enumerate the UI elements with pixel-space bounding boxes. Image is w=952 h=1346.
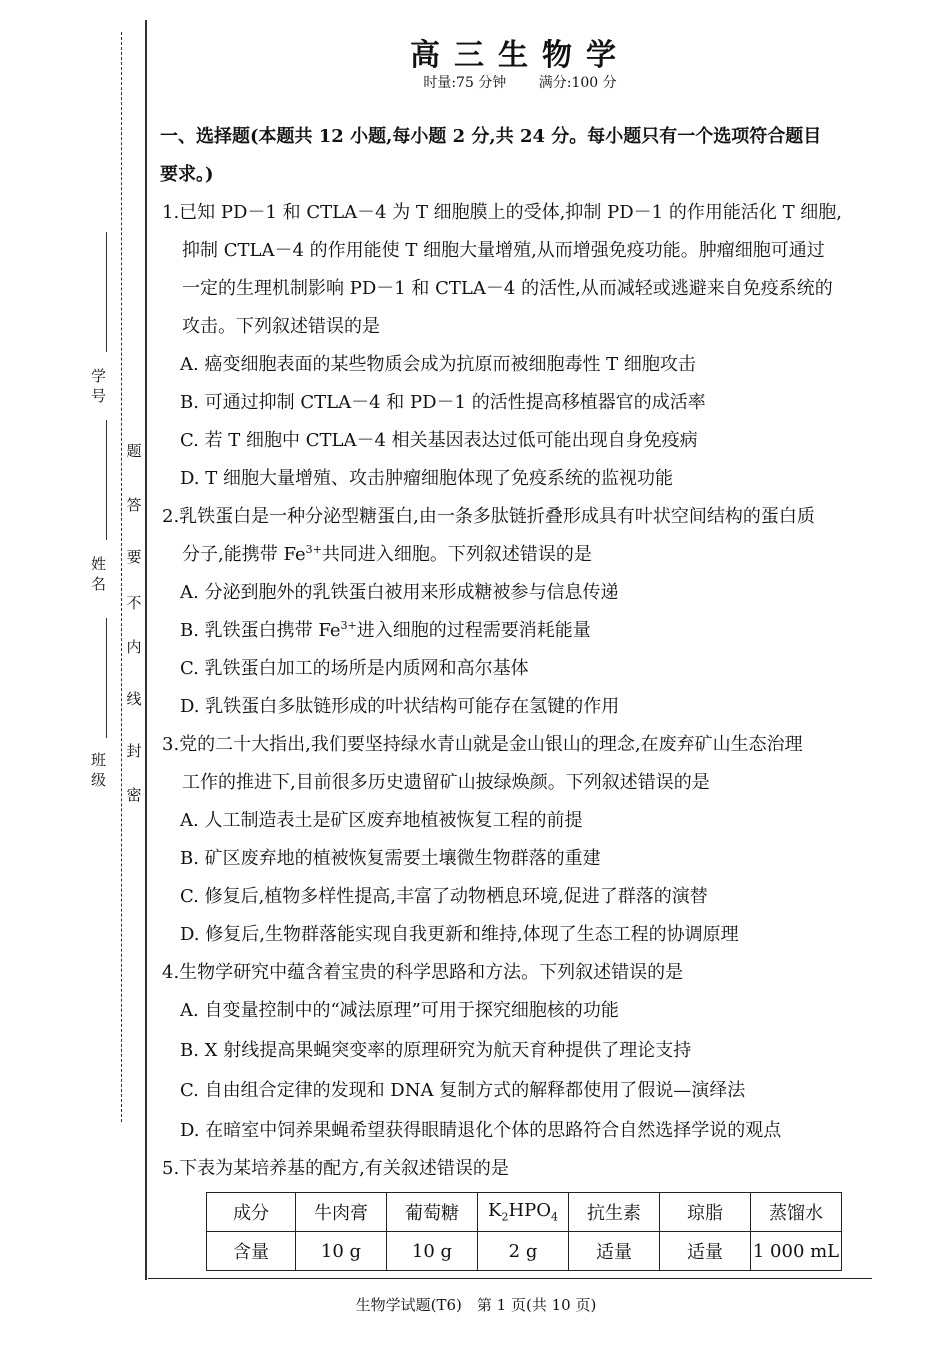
question-2-stem: 2.乳铁蛋白是一种分泌型糖蛋白,由一条多肽链折叠形成具有叶状空间结构的蛋白质 bbox=[162, 506, 815, 527]
question-3-stem: 3.党的二十大指出,我们要坚持绿水青山就是金山银山的理念,在废弃矿山生态治理 bbox=[162, 734, 803, 755]
table-cell: 成分 bbox=[207, 1193, 296, 1232]
student-id-field[interactable] bbox=[106, 232, 107, 352]
seal-char: 要 bbox=[126, 548, 142, 566]
question-2-option-d: D. 乳铁蛋白多肽链形成的叶状结构可能存在氢键的作用 bbox=[180, 696, 620, 717]
full-score: 满分:100 分 bbox=[538, 75, 617, 91]
question-4-stem: 4.生物学研究中蕴含着宝贵的科学思路和方法。下列叙述错误的是 bbox=[162, 962, 684, 983]
question-2-option-c: C. 乳铁蛋白加工的场所是内质网和高尔基体 bbox=[180, 658, 529, 679]
question-4-option-d: D. 在暗室中饲养果蝇希望获得眼睛退化个体的思路符合自然选择学说的观点 bbox=[180, 1120, 782, 1141]
section-heading: 一、选择题(本题共 12 小题,每小题 2 分,共 24 分。每小题只有一个选项符合题目 bbox=[160, 126, 822, 147]
question-1-option-c: C. 若 T 细胞中 CTLA－4 相关基因表达过低可能出现自身免疫病 bbox=[180, 430, 698, 451]
seal-char: 题 bbox=[126, 442, 142, 460]
question-5-stem: 5.下表为某培养基的配方,有关叙述错误的是 bbox=[162, 1158, 509, 1179]
table-cell: 琼脂 bbox=[660, 1193, 751, 1232]
table-cell: 牛肉膏 bbox=[296, 1193, 387, 1232]
question-3-stem: 工作的推进下,目前很多历史遗留矿山披绿焕颜。下列叙述错误的是 bbox=[182, 772, 710, 793]
question-2-stem: 分子,能携带 $Fe^{3+}$共同进入细胞。下列叙述错误的是 bbox=[182, 543, 592, 565]
class-field[interactable] bbox=[106, 618, 107, 738]
table-cell: 抗生素 bbox=[569, 1193, 660, 1232]
question-3-option-a: A. 人工制造表土是矿区废弃地植被恢复工程的前提 bbox=[180, 810, 583, 831]
table-cell: 蒸馏水 bbox=[751, 1193, 842, 1232]
binding-margin bbox=[0, 0, 150, 1346]
name-field[interactable] bbox=[106, 420, 107, 540]
page-title: 高三生物学 bbox=[410, 38, 630, 73]
table-cell: 1 000 mL bbox=[751, 1232, 842, 1271]
question-4-option-b: B. X 射线提高果蝇突变率的原理研究为航天育种提供了理论支持 bbox=[180, 1040, 692, 1061]
question-1-option-d: D. T 细胞大量增殖、攻击肿瘤细胞体现了免疫系统的监视功能 bbox=[180, 468, 673, 489]
question-2-option-b: B. 乳铁蛋白携带 $Fe^{3+}$进入细胞的过程需要消耗能量 bbox=[180, 619, 591, 641]
name-label: 姓 名 bbox=[89, 556, 107, 591]
question-1-stem: 抑制 CTLA－4 的作用能使 T 细胞大量增殖,从而增强免疫功能。肿瘤细胞可通过 bbox=[182, 240, 825, 261]
table-cell: 适量 bbox=[660, 1232, 751, 1271]
table-cell: 含量 bbox=[207, 1232, 296, 1271]
question-3-option-b: B. 矿区废弃地的植被恢复需要土壤微生物群落的重建 bbox=[180, 848, 601, 869]
table-cell: 10 g bbox=[296, 1232, 387, 1271]
exam-meta bbox=[160, 72, 880, 92]
question-1-stem: 攻击。下列叙述错误的是 bbox=[182, 316, 380, 337]
seal-char: 线 bbox=[126, 690, 142, 708]
table-row bbox=[207, 1232, 842, 1271]
culture-medium-table bbox=[206, 1192, 842, 1271]
table-cell: 2 g bbox=[478, 1232, 569, 1271]
question-3-option-d: D. 修复后,生物群落能实现自我更新和维持,体现了生态工程的协调原理 bbox=[180, 924, 739, 945]
question-4-option-c: C. 自由组合定律的发现和 DNA 复制方式的解释都使用了假说—演绎法 bbox=[180, 1080, 746, 1101]
question-1-option-a: A. 癌变细胞表面的某些物质会成为抗原而被细胞毒性 T 细胞攻击 bbox=[180, 354, 696, 375]
class-label: 班 级 bbox=[89, 752, 107, 787]
question-3-option-c: C. 修复后,植物多样性提高,丰富了动物栖息环境,促进了群落的演替 bbox=[180, 886, 708, 907]
question-1-stem: 1.已知 PD－1 和 CTLA－4 为 T 细胞膜上的受体,抑制 PD－1 的作用能活化 T 细胞, bbox=[162, 202, 843, 223]
page-bottom-rule bbox=[148, 1278, 872, 1279]
seal-char: 内 bbox=[126, 638, 142, 656]
student-id-label: 学 号 bbox=[89, 368, 107, 403]
seal-char: 封 bbox=[126, 742, 142, 760]
table-cell: 葡萄糖 bbox=[387, 1193, 478, 1232]
seal-char: 密 bbox=[126, 786, 142, 804]
question-1-stem: 一定的生理机制影响 PD－1 和 CTLA－4 的活性,从而减轻或逃避来自免疫系统的 bbox=[182, 278, 833, 299]
question-4-option-a: A. 自变量控制中的“减法原理”可用于探究细胞核的功能 bbox=[180, 1000, 619, 1021]
table-cell: $K_2HPO_4$ bbox=[478, 1193, 569, 1232]
table-row bbox=[207, 1193, 842, 1232]
time-limit: 时量:75 分钟 bbox=[423, 75, 507, 91]
cut-dashed-line bbox=[121, 32, 122, 1122]
table-cell: 10 g bbox=[387, 1232, 478, 1271]
page-footer: 生物学试题(T6) 第 1 页(共 10 页) bbox=[355, 1296, 597, 1314]
margin-solid-line bbox=[145, 20, 147, 1280]
seal-char: 答 bbox=[126, 496, 142, 514]
table-cell: 适量 bbox=[569, 1232, 660, 1271]
seal-char: 不 bbox=[126, 594, 142, 612]
question-1-option-b: B. 可通过抑制 CTLA－4 和 PD－1 的活性提高移植器官的成活率 bbox=[180, 392, 706, 413]
section-heading-cont: 要求。) bbox=[160, 164, 214, 185]
question-2-option-a: A. 分泌到胞外的乳铁蛋白被用来形成糖被参与信息传递 bbox=[180, 582, 619, 603]
